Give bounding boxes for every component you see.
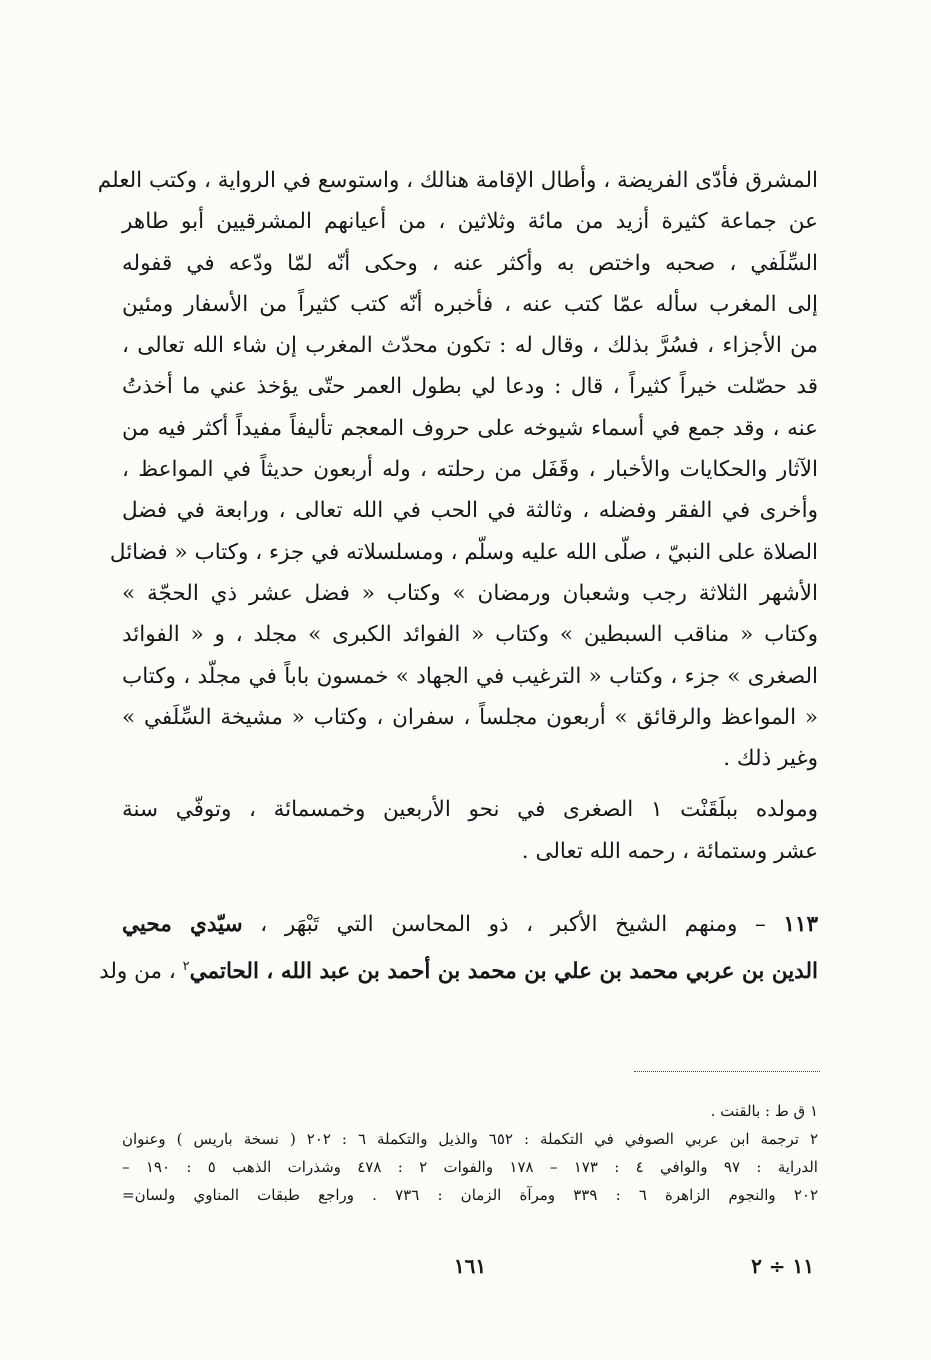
page-footer: [0, 1246, 931, 1286]
text-line: السِّلَفي ، صحبه واختص به وأكثر عنه ، وحكى أنّه لمّا ودّعه في قفوله: [122, 250, 818, 276]
entry-intro: – ومنهم الشيخ الأكبر ، ذو المحاسن التي تَبْهَر ،: [242, 912, 784, 938]
text-line: وكتاب « مناقب السبطين » وكتاب « الفوائد الكبرى » مجلد ، و « الفوائد: [122, 622, 818, 648]
text-line: الصلاة على النبيّ ، صلّى الله عليه وسلّم ، ومسلسلاته في جزء ، وكتاب « فضائل: [109, 539, 818, 565]
entry-name-start: سيّدي محيي: [122, 912, 243, 938]
text-line: الأشهر الثلاثة رجب وشعبان ورمضان » وكتاب « فضل عشر ذي الحجّة »: [122, 580, 818, 606]
footnotes: [122, 1097, 818, 1209]
entry-number: ١١٣: [783, 912, 819, 938]
text-line: الآثار والحكايات والأخبار ، وقَفَل من رحلته ، وله أربعون حديثاً في المواعظ ،: [122, 457, 818, 483]
signature-mark: ١١ ÷ ٢: [751, 1254, 814, 1278]
footnote-separator: [634, 1071, 820, 1072]
footnote: ٢٠٢ والنجوم الزاهرة ٦ : ٣٣٩ ومرآة الزمان : ٧٣٦ . وراجع طبقات المناوي ولسان=: [122, 1186, 819, 1204]
text-line: المشرق فأدّى الفريضة ، وأطال الإقامة هنالك ، واستوسع في الرواية ، وكتب العلم: [97, 168, 818, 193]
footnote-ref: ٢: [182, 959, 190, 975]
text-line: « المواعظ والرقائق » أربعون مجلساً ، سفران ، وكتاب « مشيخة السِّلَفي »: [122, 704, 818, 730]
text-line: من الأجزاء ، فسُرَّ بذلك ، وقال له : تكون محدّث المغرب إن شاء الله تعالى ،: [122, 333, 818, 359]
text-line: عن جماعة كثيرة أزيد من مائة وثلاثين ، من أعيانهم المشرقيين أبو طاهر: [122, 209, 818, 235]
entry-continuation: ، من ولد: [99, 959, 183, 985]
footnote: ٢ ترجمة ابن عربي الصوفي في التكملة : ٦٥٢ والذيل والتكملة ٦ : ٢٠٢ ( نسخة باريس ) وعنوان: [122, 1130, 819, 1148]
text-line: قد حصّلت خيراً كثيراً ، قال : ودعا لي بطول العمر حتّى يؤخذ عني ما أخذتُ: [122, 374, 818, 400]
text-line: عنه ، وقد جمع في أسماء شيوخه على حروف المعجم تأليفاً مفيداً أكثر فيه من: [122, 415, 818, 441]
text-line: وغير ذلك .: [723, 746, 818, 772]
entry-line-2: [99, 946, 818, 988]
entry-line-1: [122, 904, 818, 946]
biography-entry: [99, 904, 819, 988]
footnote: الدراية : ٩٧ والوافي ٤ : ١٧٣ – ١٧٨ والفوات ٢ : ٤٧٨ وشذرات الذهب ٥ : ١٩٠ –: [122, 1158, 818, 1176]
birth-line: عشر وستمائة ، رحمه الله تعالى .: [521, 838, 818, 864]
footnote: ١ ق ط : بالقنت .: [710, 1102, 818, 1120]
main-text: [97, 160, 819, 988]
text-line: وأخرى في الفقر وفضله ، وثالثة في الحب في الله تعالى ، ورابعة في فضل: [122, 498, 818, 524]
birth-line: ومولده ببلَقَنْت ١ الصغرى في نحو الأربعين وخمسمائة ، وتوفّي سنة: [122, 797, 818, 823]
text-line: الصغرى » جزء ، وكتاب « الترغيب في الجهاد » خمسون باباً في مجلّد ، وكتاب: [122, 663, 818, 689]
entry-name-rest: الدين بن عربي محمد بن علي بن محمد بن أحمد بن عبد الله ، الحاتمي: [189, 959, 818, 985]
page-number: ١٦١: [453, 1254, 487, 1278]
text-line: إلى المغرب سأله عمّا كتب عنه ، فأخبره أنّه كتب كثيراً من الأسفار ومئين: [122, 291, 818, 317]
